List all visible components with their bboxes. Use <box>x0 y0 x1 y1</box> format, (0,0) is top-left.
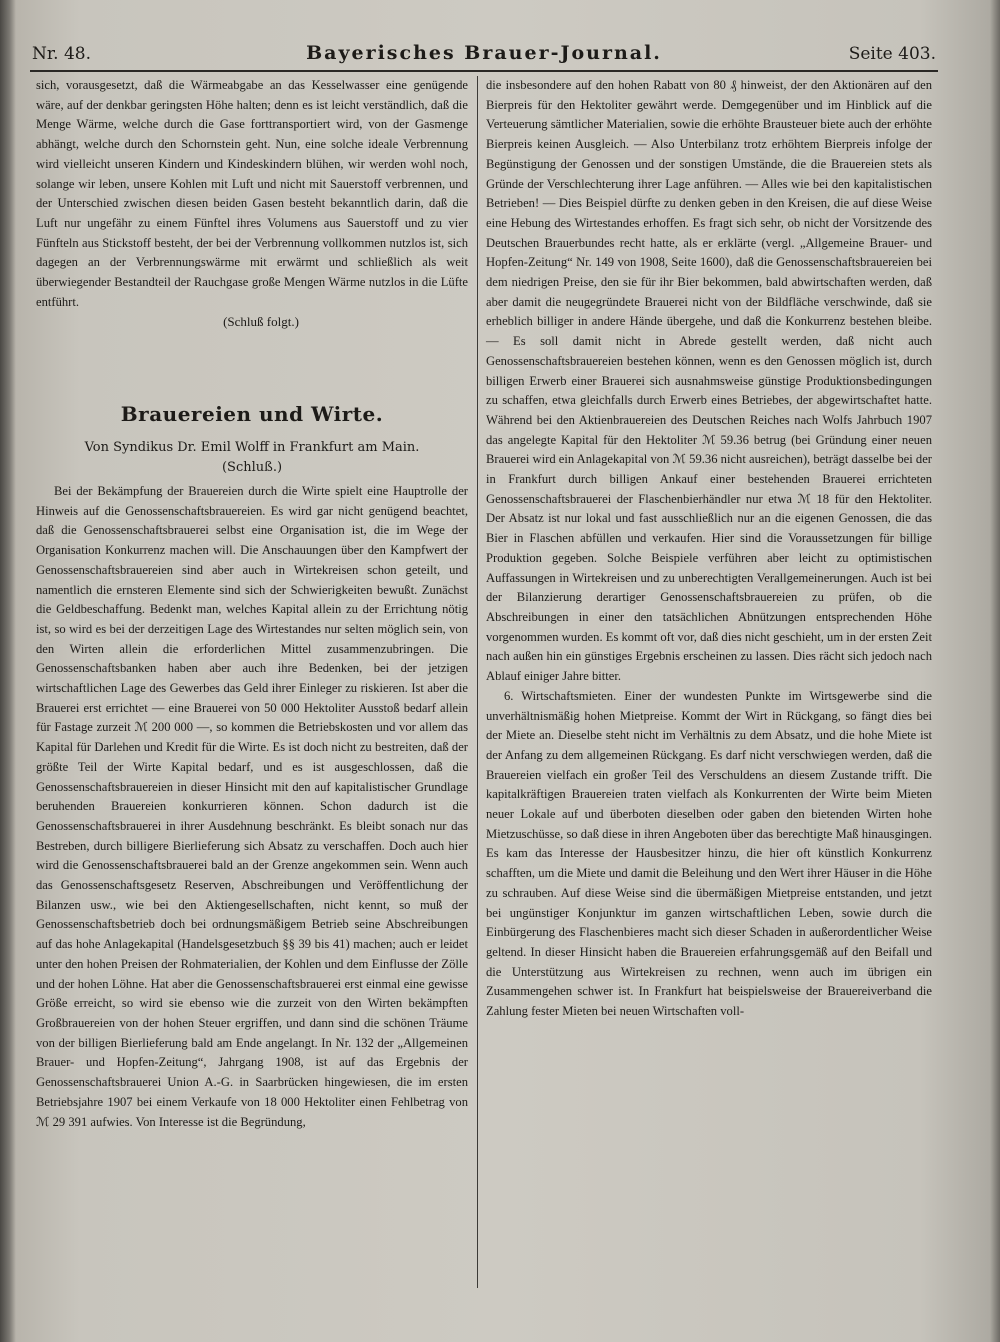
issue-number: Nr. 48. <box>32 44 91 64</box>
left-column-article <box>36 482 468 1132</box>
journal-title: Bayerisches Brauer-Journal. <box>306 42 662 64</box>
paragraph-continued: sich, vorausgesetzt, daß die Wärmeabgabe an das Kesselwasser eine genügende wäre, auf der denkbar geringsten Höhe halten; denn es ist leicht verständlich, daß die Menge Wärme, welche durch die Gase forttransportiert wird, von der Gasmenge abhängt, welche durch den Schornstein geht. Nun, eine solche ideale Verbrennung wird vielleicht unseren Kindern und Kindeskindern blühen, wir werden wohl noch, solange wir leben, unsere Kohlen mit Luft und nicht mit Sauerstoff verbrennen, und der Unterschied zwischen diesen beiden Gasen besteht bekanntlich darin, daß die Luft nur ungefähr zu einem Fünftel ihres Volumens aus Sauerstoff und zu vier Fünfteln aus Stickstoff besteht, der bei der Verbrennung vollkommen nutzlos ist, sich dagegen an der Verbrennungswärme mit erwärmt und schließlich als weit überwiegender Bestandteil der Rauchgase große Mengen Wärme nutzlos in die Lüfte entführt. <box>36 78 468 309</box>
right-paragraph-1: die insbesondere auf den hohen Rabatt von 80 ₰ hinweist, der den Aktionären auf den Bierpreis für den Hektoliter gewährt werde. Demgegenüber und im Hinblick auf die Verteuerung sämtlicher Materialien, sowie die erhöhte Brausteuer biete auch der erhöhte Bierpreis keinen Ausgleich. — Also Unterbilanz trotz erhöhtem Bierpreis infolge der Begünstigung der Genossen und der sonstigen Umstände, die die Brauereien stets als Gründe der Verschlechterung ihrer Lage anführen. — Alles wie bei den kapitalistischen Betrieben! — Dies Beispiel dürfte zu denken geben in den Kreisen, die auf diese Weise eine Hebung des Wirtestandes erhoffen. Es fragt sich sehr, ob nicht der Vorsitzende des Deutschen Brauerbundes recht hatte, als er erklärte (vergl. „Allgemeine Brauer- und Hopfen-Zeitung“ Nr. 149 von 1908, Seite 1600), daß die Genossenschaftsbrauereien bei dem niedrigen Preise, den sie für ihr Bier bekommen, bald abwirtschaften werden, daß aber damit die neugegründete Brauerei nicht von der Bildfläche verschwinde, daß sie erheblich billiger in andere Hände übergehe, und daß die Konkurrenz bestehen bleibe. — Es soll damit nicht in Abrede gestellt werden, daß nicht auch Genossenschaftsbrauereien bestehen können, wenn es den Genossen möglich ist, durch billigen Erwerb einer Brauerei sich ausnahmsweise günstige Produktionsbedingungen zu schaffen, etwa gleichfalls durch Erwerb eines Betriebes, der abgewirtschaftet hatte. Während bei den Aktienbrauereien des Deutschen Reiches nach Wolfs Jahrbuch 1907 das angelegte Kapital für den Hektoliter ℳ 59.36 betrug (bei Gründung einer neuen Brauerei wird ein Anlagekapital von ℳ 59.36 nicht ausreichen), beträgt dasselbe bei der in Frankfurt durch billigen Ankauf einer bestehenden Brauerei errichteten Genossenschaftsbrauerei der Flaschenbierhändler nur etwa ℳ 18 für den Hektoliter. Der Absatz ist nur lokal und fast ausschließlich nur an die eigenen Genossen, die das Bier in Flaschen abfüllen und verkaufen. Hier sind die Voraussetzungen für billige Produktion gegeben. Solche Beispiele verführen aber leicht zu optimistischen Auffassungen in Wirtekreisen und zu unberechtigten Verallgemeinerungen. Auch ist bei der Bilanzierung derartiger Genossenschaftsbrauereien zu prüfen, ob die Abschreibungen in einer den tatsächlichen Abnützungen entsprechenden Höhe vorgenommen wurden. Es kommt oft vor, daß dies nicht geschieht, um in der ersten Zeit nach außen hin ein günstiges Ergebnis erscheinen zu lassen. Dies rächt sich jedoch nach Ablauf einiger Jahre bitter. <box>486 78 932 684</box>
article-subtitle: (Schluß.) <box>221 460 283 475</box>
continued-note: (Schluß folgt.) <box>223 314 299 330</box>
edge-shadow <box>990 0 1000 1342</box>
author-line: Von Syndikus Dr. Emil Wolff in Frankfurt am Main. <box>84 440 420 455</box>
binding-shadow <box>0 0 16 1342</box>
header-rule <box>30 70 938 72</box>
article-byline <box>36 438 468 478</box>
article-title: Brauereien und Wirte. <box>120 402 384 426</box>
right-column <box>486 76 932 1022</box>
page-header <box>32 38 936 70</box>
page-number: Seite 403. <box>848 44 936 64</box>
article-paragraph: Bei der Bekämpfung der Brauereien durch die Wirte spielt eine Hauptrolle der Hinweis auf die Genossenschaftsbrauereien. Es wird gar nicht genügend beachtet, daß die Genossenschaftsbrauerei selbst eine Organisation ist, die im Wege der Organisation Konkurrenz machen will. Die Anschauungen über den Kampfwert der Genossenschaftsbrauereien sind aber auch in Wirtekreisen schon geteilt, und namentlich die ernsteren Elemente sind sich der Schwierigkeiten bewußt. Zunächst die Geldbeschaffung. Bedenkt man, welches Kapital allein zu der Errichtung nötig ist, so wird es bei der derzeitigen Lage des Wirtestandes nur selten möglich sein, von den Wirten allein die erforderlichen Mittel zusammenzubringen. Die Genossenschaftsbanken haben aber auch ihre Bedenken, bei der jetzigen wirtschaftlichen Lage des Gewerbes das Geld ihrer Einleger zu riskieren. Ist aber die Brauerei erst errichtet — eine Brauerei von 50 000 Hektoliter Ausstoß bedarf allein für Fastage zurzeit ℳ 200 000 —, so kommen die Betriebskosten und vor allem das Kapital für Darlehen und Kredit für die Wirte. Es ist doch nicht zu bestreiten, daß der größte Teil der Wirte Kapital bedarf, und es ist ausgeschlossen, daß die Genossenschaftsbrauereien in dieser Hinsicht mit den auf kapitalistischer Grundlage beruhenden Brauereien konkurrieren können. Schon dadurch ist die Genossenschaftsbrauerei in ihrer Ausdehnung beschränkt. Es bleibt sonach nur das Bestreben, durch billigere Bierlieferung sich Absatz zu verschaffen. Doch auch hier wird die Genossenschaftsbrauerei bald an der Grenze angekommen sein. Wenn auch das Genossenschaftsgesetz Reserven, Abschreibungen und Veröffentlichung der Bilanzen usw., wie bei den Aktiengesellschaften, nicht kennt, so muß der Genossenschaftsbetrieb doch bei ordnungsmäßigem Betrieb seine Abschreibungen auf das hohe Anlagekapital (Handelsgesetzbuch §§ 39 bis 41) machen; auch er leidet unter den hohen Preisen der Rohmaterialien, der Kohlen und dem Einflusse der Zölle und der hohen Löhne. Hat aber die Genossenschaftsbrauerei erst einmal eine gewisse Größe erreicht, so wird sie ebenso wie die zurzeit von den Wirten bekämpften Großbrauereien von der hohen Steuer ergriffen, und dann sind die schönen Träume von der billigen Bierlieferung bald am Ende angelangt. In Nr. 132 der „Allgemeinen Brauer- und Hopfen-Zeitung“, Jahrgang 1908, ist auf das Ergebnis der Genossenschaftsbrauerei Union A.-G. in Saarbrücken hingewiesen, die im ersten Betriebsjahre 1907 bei einem Verkaufe von 18 000 Hektoliter einen Fehlbetrag von ℳ 29 391 aufwies. Von Interesse ist die Begründung, <box>36 484 468 1129</box>
right-paragraph-2: 6. Wirtschaftsmieten. Einer der wundesten Punkte im Wirtsgewerbe sind die unverhältnismäßig hohen Mietpreise. Kommt der Wirt in Rückgang, so fängt dies bei der Miete an. Dieselbe steht nicht im Verhältnis zu dem Absatz, und die hohe Miete ist der Anfang zu dem allgemeinen Rückgang. Es darf nicht verschwiegen werden, daß die Brauereien vielfach ein großer Teil des Verschuldens an diesem Zustande trifft. Die kapitalkräftigen Brauereien traten vielfach als Konkurrenten der Wirte beim Mieten neuer Lokale auf und überboten dieselben oder gaben den bietenden Wirten hohe Mietzuschüsse, so daß diese in ihren Angeboten über das berechtigte Maß hinausgingen. Es kam das Interesse der Hausbesitzer hinzu, die hier oft künstlich Konkurrenz schafften, um die Miete und damit die Beleihung und den Wert ihrer Häuser in die Höhe zu schrauben. Auf diese Weise sind die übermäßigen Mietpreise entstanden, und jetzt bei ungünstiger Konjunktur im ganzen wirtschaftlichen Leben, sowie durch die Einbürgerung des Flaschenbieres macht sich dieser Schaden in außerordentlicher Weise geltend. In dieser Hinsicht haben die Brauereien erfahrungsgemäß auf den Beifall und die Unterstützung aus Wirtekreisen zu rechnen, wenn auch im übrigen ein Zusammengehen schwer ist. In Frankfurt hat beispielsweise der Brauereiverband die Zahlung fester Mieten bei neuen Wirtschaften voll- <box>486 688 932 1019</box>
left-column-top <box>36 76 468 332</box>
column-divider <box>477 76 478 1288</box>
